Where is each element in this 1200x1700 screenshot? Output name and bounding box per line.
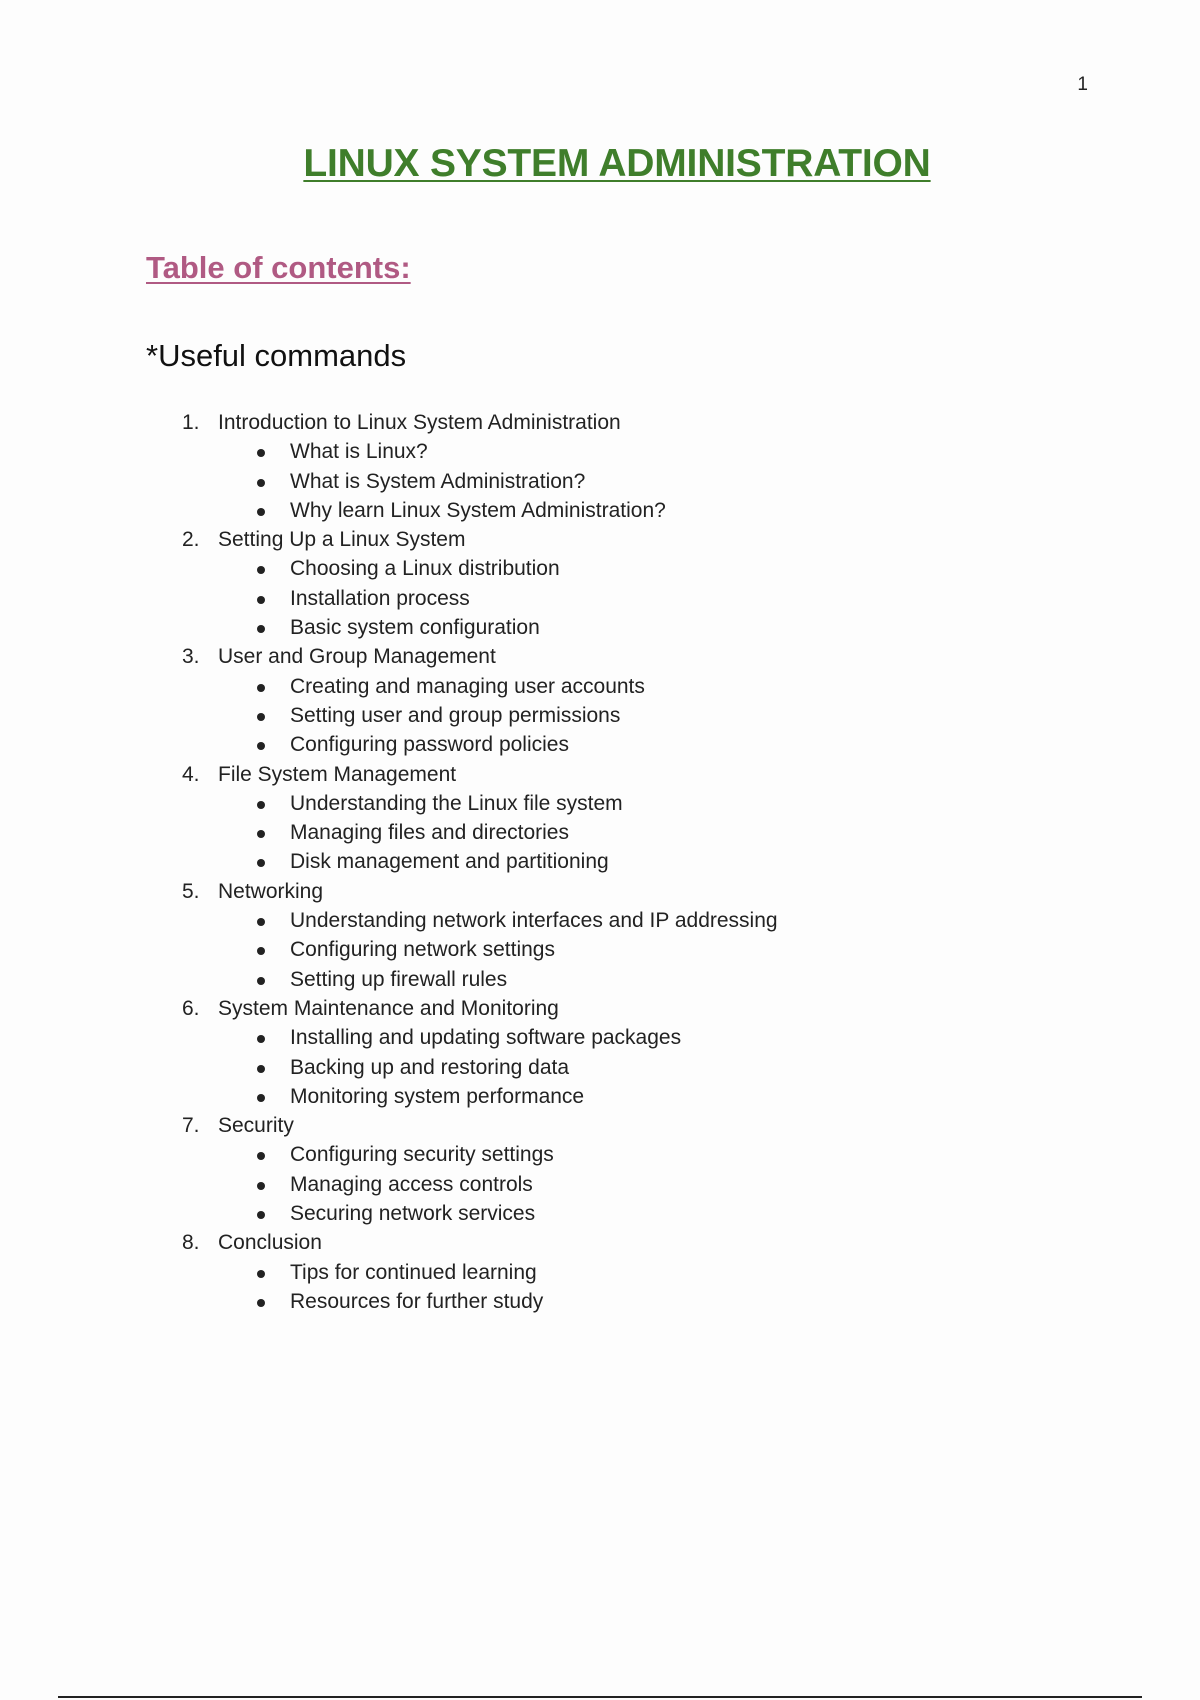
toc-subsection-list bbox=[0, 554, 778, 642]
toc-section-line bbox=[0, 1111, 778, 1140]
toc-subsection-list bbox=[0, 789, 778, 877]
bullet-icon bbox=[257, 859, 265, 867]
bullet-icon bbox=[257, 1065, 265, 1073]
toc-section bbox=[0, 525, 778, 642]
bullet-icon bbox=[257, 566, 265, 574]
toc-section-number: 4. bbox=[182, 762, 200, 786]
toc-subsection-item bbox=[0, 1170, 778, 1199]
toc-subsection-list bbox=[0, 1023, 778, 1111]
toc-subsection-item bbox=[0, 1082, 778, 1111]
toc-subsection-item bbox=[0, 672, 778, 701]
toc-section-label: File System Management bbox=[218, 762, 457, 786]
toc-subsection-label: Installing and updating software packages bbox=[290, 1026, 682, 1050]
bullet-icon bbox=[257, 1152, 265, 1160]
toc-section-number: 3. bbox=[182, 645, 200, 669]
toc-section bbox=[0, 994, 778, 1111]
bullet-icon bbox=[257, 713, 265, 721]
bullet-icon bbox=[257, 684, 265, 692]
toc-subsection-label: What is Linux? bbox=[290, 440, 428, 464]
toc-section-label: User and Group Management bbox=[218, 645, 496, 669]
toc-subsection-label: Configuring security settings bbox=[290, 1143, 554, 1167]
bullet-icon bbox=[257, 947, 265, 955]
bullet-icon bbox=[257, 625, 265, 633]
toc-section bbox=[0, 408, 778, 525]
bullet-icon bbox=[257, 918, 265, 926]
footer-divider bbox=[58, 1696, 1142, 1698]
toc-subsection-item bbox=[0, 730, 778, 759]
toc-subsection-item bbox=[0, 935, 778, 964]
bullet-icon bbox=[257, 1182, 265, 1190]
toc-subsection-label: Managing access controls bbox=[290, 1172, 533, 1196]
toc-subsection-label: Understanding the Linux file system bbox=[290, 791, 623, 815]
toc-subsection-item bbox=[0, 584, 778, 613]
toc-subsection-item bbox=[0, 613, 778, 642]
toc-subsection-item bbox=[0, 965, 778, 994]
toc-section-label: Conclusion bbox=[218, 1231, 322, 1255]
toc-section bbox=[0, 1111, 778, 1228]
toc-subsection-item bbox=[0, 1258, 778, 1287]
bullet-icon bbox=[257, 1270, 265, 1278]
toc-subsection-label: Basic system configuration bbox=[290, 616, 540, 640]
toc-subsection-item bbox=[0, 437, 778, 466]
toc-section-number: 8. bbox=[182, 1231, 200, 1255]
toc-subsection-item bbox=[0, 701, 778, 730]
toc-section-line bbox=[0, 525, 778, 554]
toc-subsection-item bbox=[0, 554, 778, 583]
toc-section-label: Networking bbox=[218, 879, 324, 903]
toc-section-line bbox=[0, 642, 778, 671]
toc-section-label: System Maintenance and Monitoring bbox=[218, 996, 559, 1020]
toc-subsection-item bbox=[0, 467, 778, 496]
toc-section-number: 7. bbox=[182, 1114, 200, 1138]
toc-section-line bbox=[0, 994, 778, 1023]
toc-subsection-label: What is System Administration? bbox=[290, 469, 586, 493]
toc-subsection-list bbox=[0, 437, 778, 525]
toc-subsection-item bbox=[0, 1053, 778, 1082]
toc-section bbox=[0, 877, 778, 994]
toc-section-number: 5. bbox=[182, 879, 200, 903]
toc-list bbox=[0, 408, 778, 1316]
bullet-icon bbox=[257, 449, 265, 457]
toc-section bbox=[0, 760, 778, 877]
bullet-icon bbox=[257, 801, 265, 809]
toc-subsection-label: Why learn Linux System Administration? bbox=[290, 498, 666, 522]
toc-subsection-item bbox=[0, 1140, 778, 1169]
toc-subsection-label: Setting user and group permissions bbox=[290, 703, 621, 727]
toc-subsection-label: Securing network services bbox=[290, 1202, 536, 1226]
bullet-icon bbox=[257, 830, 265, 838]
toc-heading: Table of contents: bbox=[146, 250, 411, 285]
useful-commands-heading: *Useful commands bbox=[146, 338, 407, 373]
toc-subsection-label: Resources for further study bbox=[290, 1289, 544, 1313]
toc-section-line bbox=[0, 877, 778, 906]
toc-subsection-item bbox=[0, 1023, 778, 1052]
toc-subsection-label: Configuring password policies bbox=[290, 733, 569, 757]
bullet-icon bbox=[257, 1211, 265, 1219]
toc-subsection-label: Configuring network settings bbox=[290, 938, 555, 962]
toc-subsection-label: Installation process bbox=[290, 586, 470, 610]
toc-subsection-label: Creating and managing user accounts bbox=[290, 674, 645, 698]
toc-subsection-item bbox=[0, 789, 778, 818]
bullet-icon bbox=[257, 1299, 265, 1307]
toc-subsection-list bbox=[0, 1258, 778, 1317]
bullet-icon bbox=[257, 1035, 265, 1043]
toc-section bbox=[0, 1228, 778, 1316]
bullet-icon bbox=[257, 508, 265, 516]
bullet-icon bbox=[257, 742, 265, 750]
page-number: 1 bbox=[1077, 74, 1088, 95]
toc-subsection-label: Managing files and directories bbox=[290, 821, 569, 845]
toc-section-label: Introduction to Linux System Administration bbox=[218, 411, 621, 434]
toc-section-label: Security bbox=[218, 1114, 294, 1138]
toc-subsection-label: Understanding network interfaces and IP addressing bbox=[290, 909, 778, 933]
toc-subsection-item bbox=[0, 847, 778, 876]
toc-subsection-item bbox=[0, 496, 778, 525]
toc-section-line bbox=[0, 408, 778, 437]
toc-section-number: 6. bbox=[182, 996, 200, 1020]
toc-subsection-label: Backing up and restoring data bbox=[290, 1055, 570, 1079]
toc-subsection-item bbox=[0, 906, 778, 935]
toc-section-number: 1. bbox=[182, 411, 200, 434]
toc-subsection-label: Monitoring system performance bbox=[290, 1084, 585, 1108]
document-title: LINUX SYSTEM ADMINISTRATION bbox=[303, 142, 931, 185]
toc-subsection-item bbox=[0, 818, 778, 847]
bullet-icon bbox=[257, 977, 265, 985]
toc-subsection-list bbox=[0, 672, 778, 760]
toc-subsection-label: Tips for continued learning bbox=[290, 1260, 537, 1284]
toc-section-label: Setting Up a Linux System bbox=[218, 528, 466, 552]
toc-subsection-list bbox=[0, 906, 778, 994]
toc-section-line bbox=[0, 760, 778, 789]
toc-section bbox=[0, 642, 778, 759]
toc-subsection-label: Setting up firewall rules bbox=[290, 967, 508, 991]
toc-subsection-item bbox=[0, 1199, 778, 1228]
toc-subsection-item bbox=[0, 1287, 778, 1316]
bullet-icon bbox=[257, 479, 265, 487]
toc-subsection-label: Disk management and partitioning bbox=[290, 850, 609, 874]
toc-subsection-list bbox=[0, 1140, 778, 1228]
toc-subsection-label: Choosing a Linux distribution bbox=[290, 557, 560, 581]
toc-section-line bbox=[0, 1228, 778, 1257]
bullet-icon bbox=[257, 596, 265, 604]
bullet-icon bbox=[257, 1094, 265, 1102]
toc-section-number: 2. bbox=[182, 528, 200, 552]
